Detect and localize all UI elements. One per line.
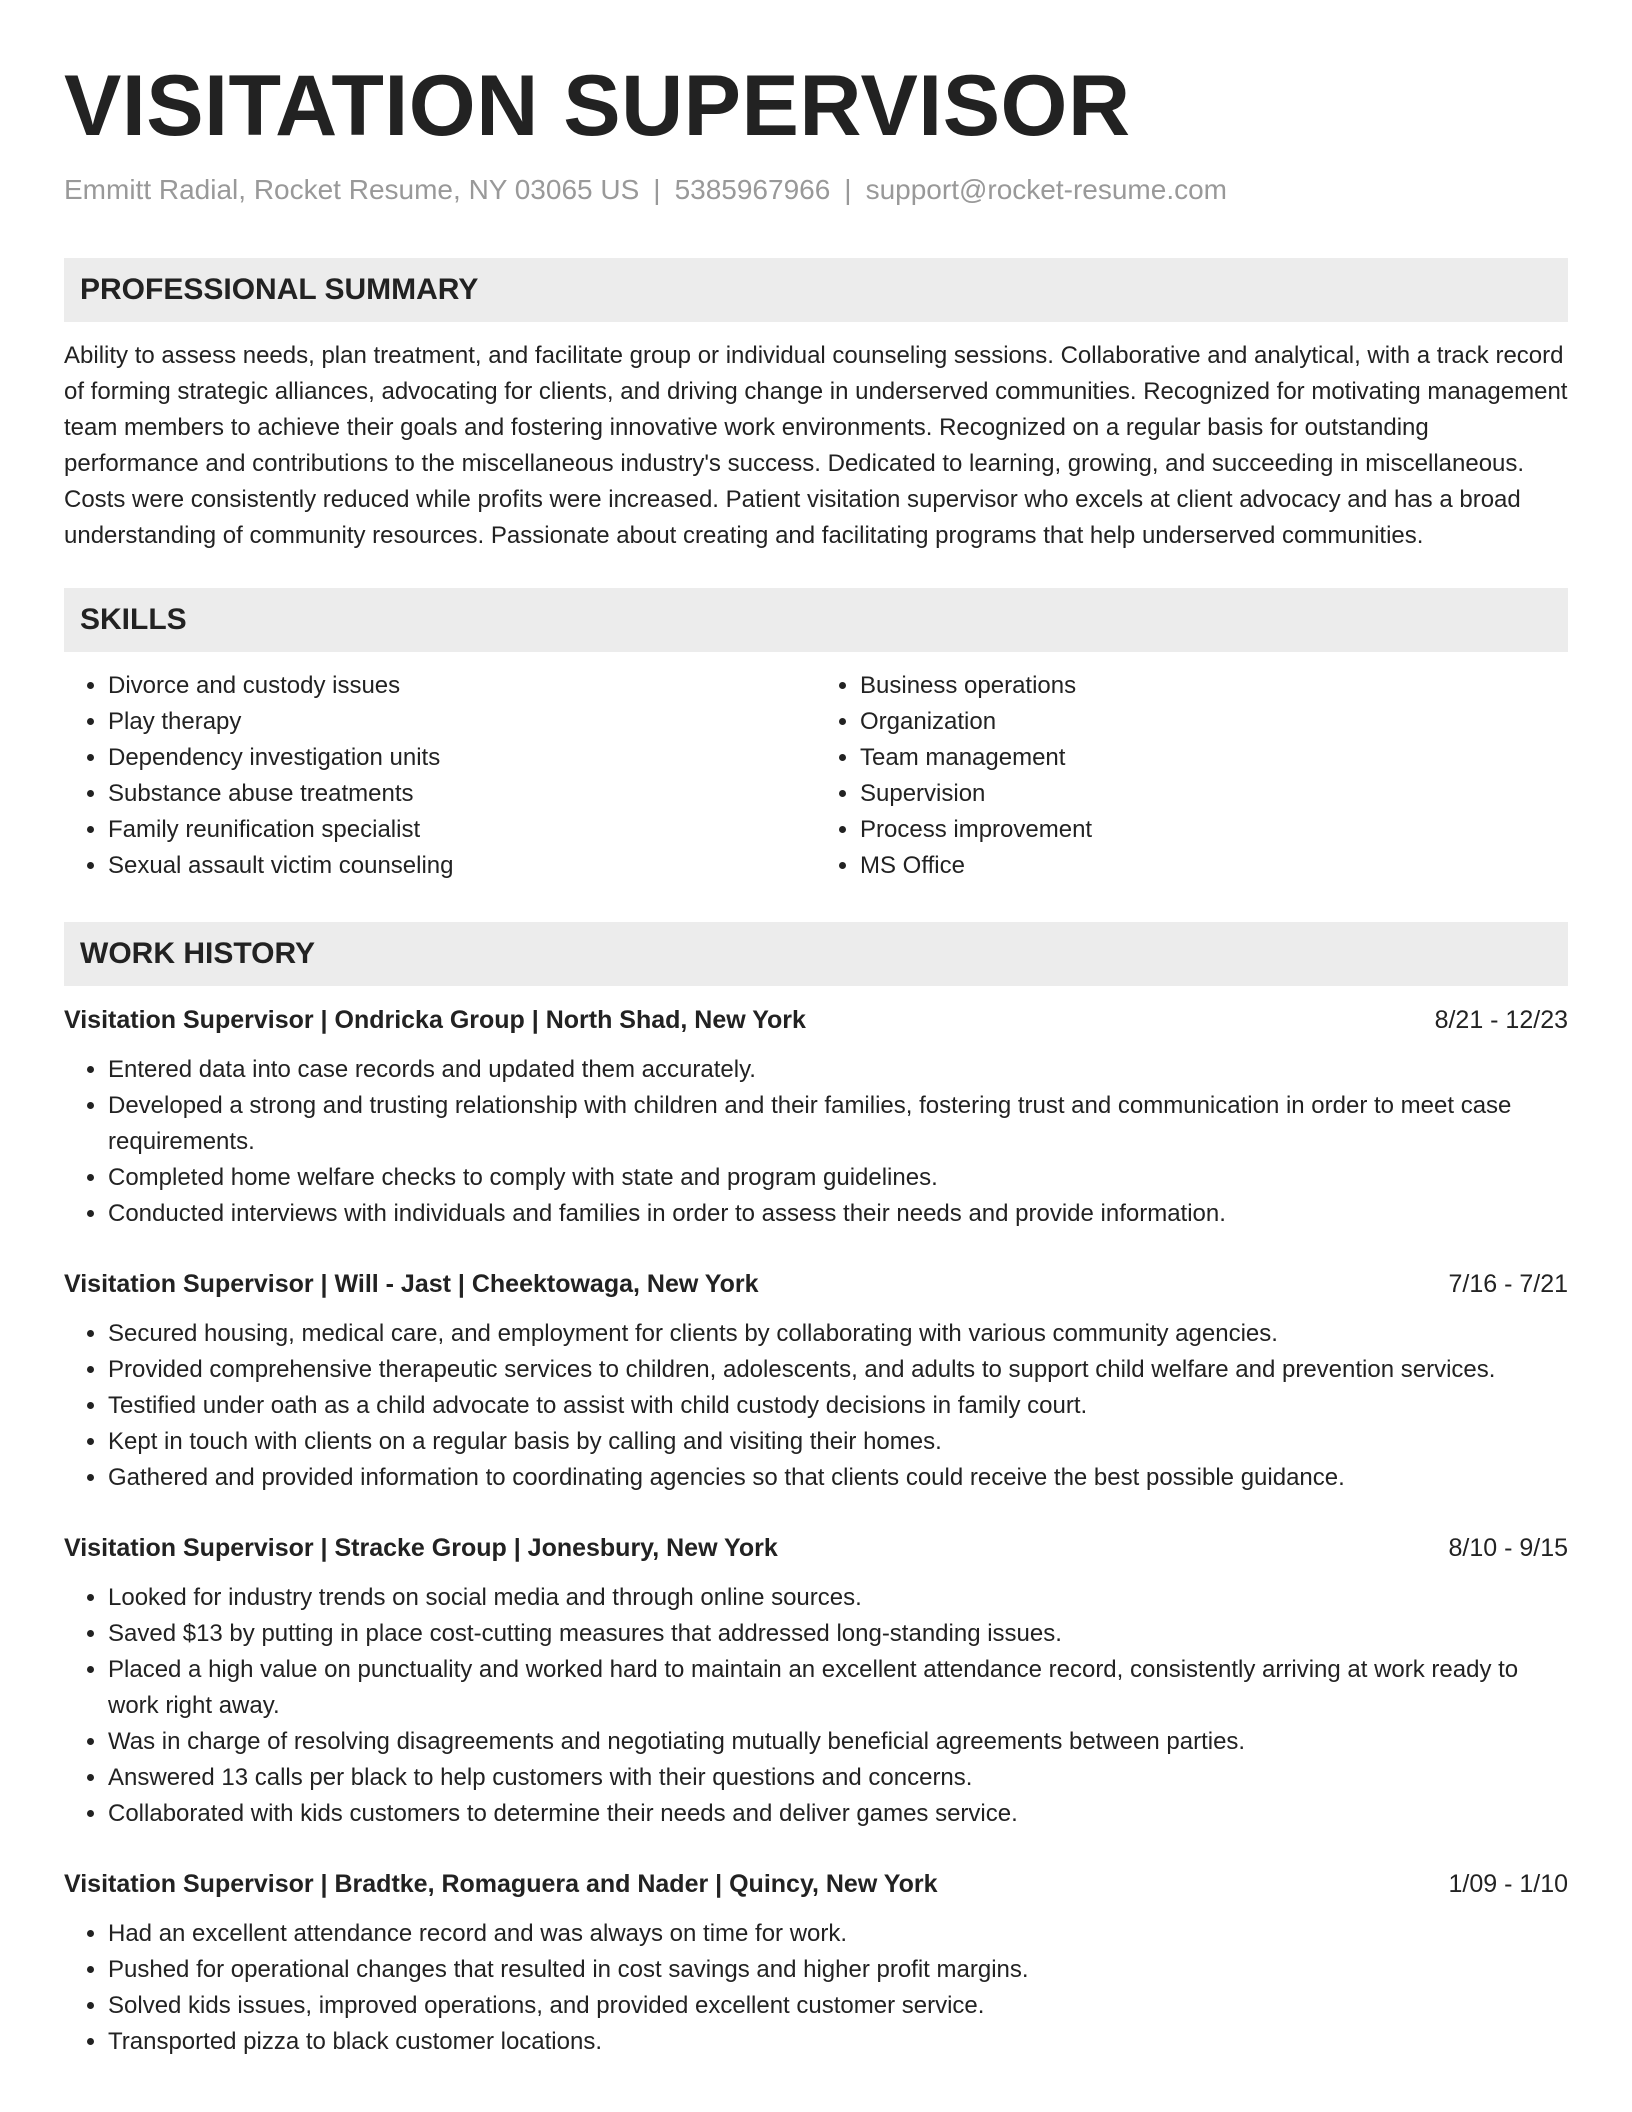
skill-item: • Divorce and custody issues <box>108 668 816 704</box>
resume-title: VISITATION SUPERVISOR <box>64 58 1131 154</box>
section-header-summary: PROFESSIONAL SUMMARY <box>64 258 1568 322</box>
skills-column-left <box>64 668 816 884</box>
job-bullet: • Collaborated with kids customers to determine their needs and deliver games service. <box>108 1796 1568 1832</box>
job-header <box>64 1002 1568 1038</box>
job-bullet: • Looked for industry trends on social media and through online sources. <box>108 1580 1568 1616</box>
job-bullet: • Provided comprehensive therapeutic services to children, adolescents, and adults to support child welfare and prevention services. <box>108 1352 1568 1388</box>
skills-column-right <box>816 668 1568 884</box>
job-bullet: • Transported pizza to black customer locations. <box>108 2024 1568 2060</box>
skill-item: • Supervision <box>860 776 1568 812</box>
skill-item: • Sexual assault victim counseling <box>108 848 816 884</box>
job-bullets <box>64 1052 1568 1232</box>
section-header-work-history: WORK HISTORY <box>64 922 1568 986</box>
skill-item: • Substance abuse treatments <box>108 776 816 812</box>
job-bullets <box>64 1316 1568 1496</box>
job-bullets <box>64 1916 1568 2060</box>
job-bullet: • Gathered and provided information to coordinating agencies so that clients could receive the best possible guidance. <box>108 1460 1568 1496</box>
job-entry <box>64 1266 1568 1496</box>
job-bullet: • Conducted interviews with individuals and families in order to assess their needs and provide information. <box>108 1196 1568 1232</box>
contact-separator: | <box>653 174 661 205</box>
job-bullet: • Placed a high value on punctuality and worked hard to maintain an excellent attendance record, consistently arriving at work ready to work right away. <box>108 1652 1568 1724</box>
work-history-list <box>64 1002 1568 2060</box>
summary-text: Ability to assess needs, plan treatment, and facilitate group or individual counseling sessions. Collaborative and analytical, with a track record of forming strategic alliances, advocating for clients, and driving change in underserved communities. Recognized for motivating management team members to achieve their goals and fostering innovative work environments. Recognized on a regular basis for outstanding performance and contributions to the miscellaneous industry's success. Dedicated to learning, growing, and succeeding in miscellaneous. Costs were consistently reduced while profits were increased. Patient visitation supervisor who excels at client advocacy and has a broad understanding of community resources. Passionate about creating and facilitating programs that help underserved communities. <box>64 342 1568 549</box>
contact-separator: | <box>844 174 852 205</box>
job-title: Visitation Supervisor | Bradtke, Romaguera and Nader | Quincy, New York <box>64 1870 938 1898</box>
job-bullet: • Developed a strong and trusting relationship with children and their families, fostering trust and communication in order to meet case requirements. <box>108 1088 1568 1160</box>
job-bullet: • Answered 13 calls per black to help customers with their questions and concerns. <box>108 1760 1568 1796</box>
skill-item: • MS Office <box>860 848 1568 884</box>
job-bullet: • Completed home welfare checks to comply with state and program guidelines. <box>108 1160 1568 1196</box>
job-bullet: • Had an excellent attendance record and was always on time for work. <box>108 1916 1568 1952</box>
job-title: Visitation Supervisor | Stracke Group | Jonesbury, New York <box>64 1534 778 1562</box>
job-bullet: • Kept in touch with clients on a regular basis by calling and visiting their homes. <box>108 1424 1568 1460</box>
job-entry <box>64 1002 1568 1232</box>
job-title: Visitation Supervisor | Will - Jast | Cheektowaga, New York <box>64 1270 759 1298</box>
skill-item: • Family reunification specialist <box>108 812 816 848</box>
contact-email: support@rocket-resume.com <box>865 174 1228 205</box>
contact-address: Emmitt Radial, Rocket Resume, NY 03065 US <box>64 174 640 205</box>
job-entry <box>64 1530 1568 1832</box>
job-header <box>64 1530 1568 1566</box>
job-entry <box>64 1866 1568 2060</box>
job-dates: 8/21 - 12/23 <box>1434 1006 1568 1034</box>
skill-item: • Dependency investigation units <box>108 740 816 776</box>
job-bullet: • Was in charge of resolving disagreements and negotiating mutually beneficial agreements between parties. <box>108 1724 1568 1760</box>
job-dates: 1/09 - 1/10 <box>1448 1870 1568 1898</box>
job-header <box>64 1866 1568 1902</box>
job-bullet: • Testified under oath as a child advocate to assist with child custody decisions in family court. <box>108 1388 1568 1424</box>
section-header-skills: SKILLS <box>64 588 1568 652</box>
job-title: Visitation Supervisor | Ondricka Group | North Shad, New York <box>64 1006 806 1034</box>
contact-phone: 5385967966 <box>674 174 831 205</box>
skill-item: • Play therapy <box>108 704 816 740</box>
job-header <box>64 1266 1568 1302</box>
job-bullet: • Saved $13 by putting in place cost-cutting measures that addressed long-standing issues. <box>108 1616 1568 1652</box>
skill-item: • Team management <box>860 740 1568 776</box>
job-bullet: • Pushed for operational changes that resulted in cost savings and higher profit margins. <box>108 1952 1568 1988</box>
skill-item: • Process improvement <box>860 812 1568 848</box>
job-dates: 8/10 - 9/15 <box>1448 1534 1568 1562</box>
skill-item: • Organization <box>860 704 1568 740</box>
job-dates: 7/16 - 7/21 <box>1448 1270 1568 1298</box>
skills-list <box>64 668 1568 884</box>
job-bullet: • Entered data into case records and updated them accurately. <box>108 1052 1568 1088</box>
job-bullet: • Secured housing, medical care, and employment for clients by collaborating with various community agencies. <box>108 1316 1568 1352</box>
job-bullet: • Solved kids issues, improved operations, and provided excellent customer service. <box>108 1988 1568 2024</box>
job-bullets <box>64 1580 1568 1832</box>
skill-item: • Business operations <box>860 668 1568 704</box>
contact-line <box>64 172 1568 208</box>
